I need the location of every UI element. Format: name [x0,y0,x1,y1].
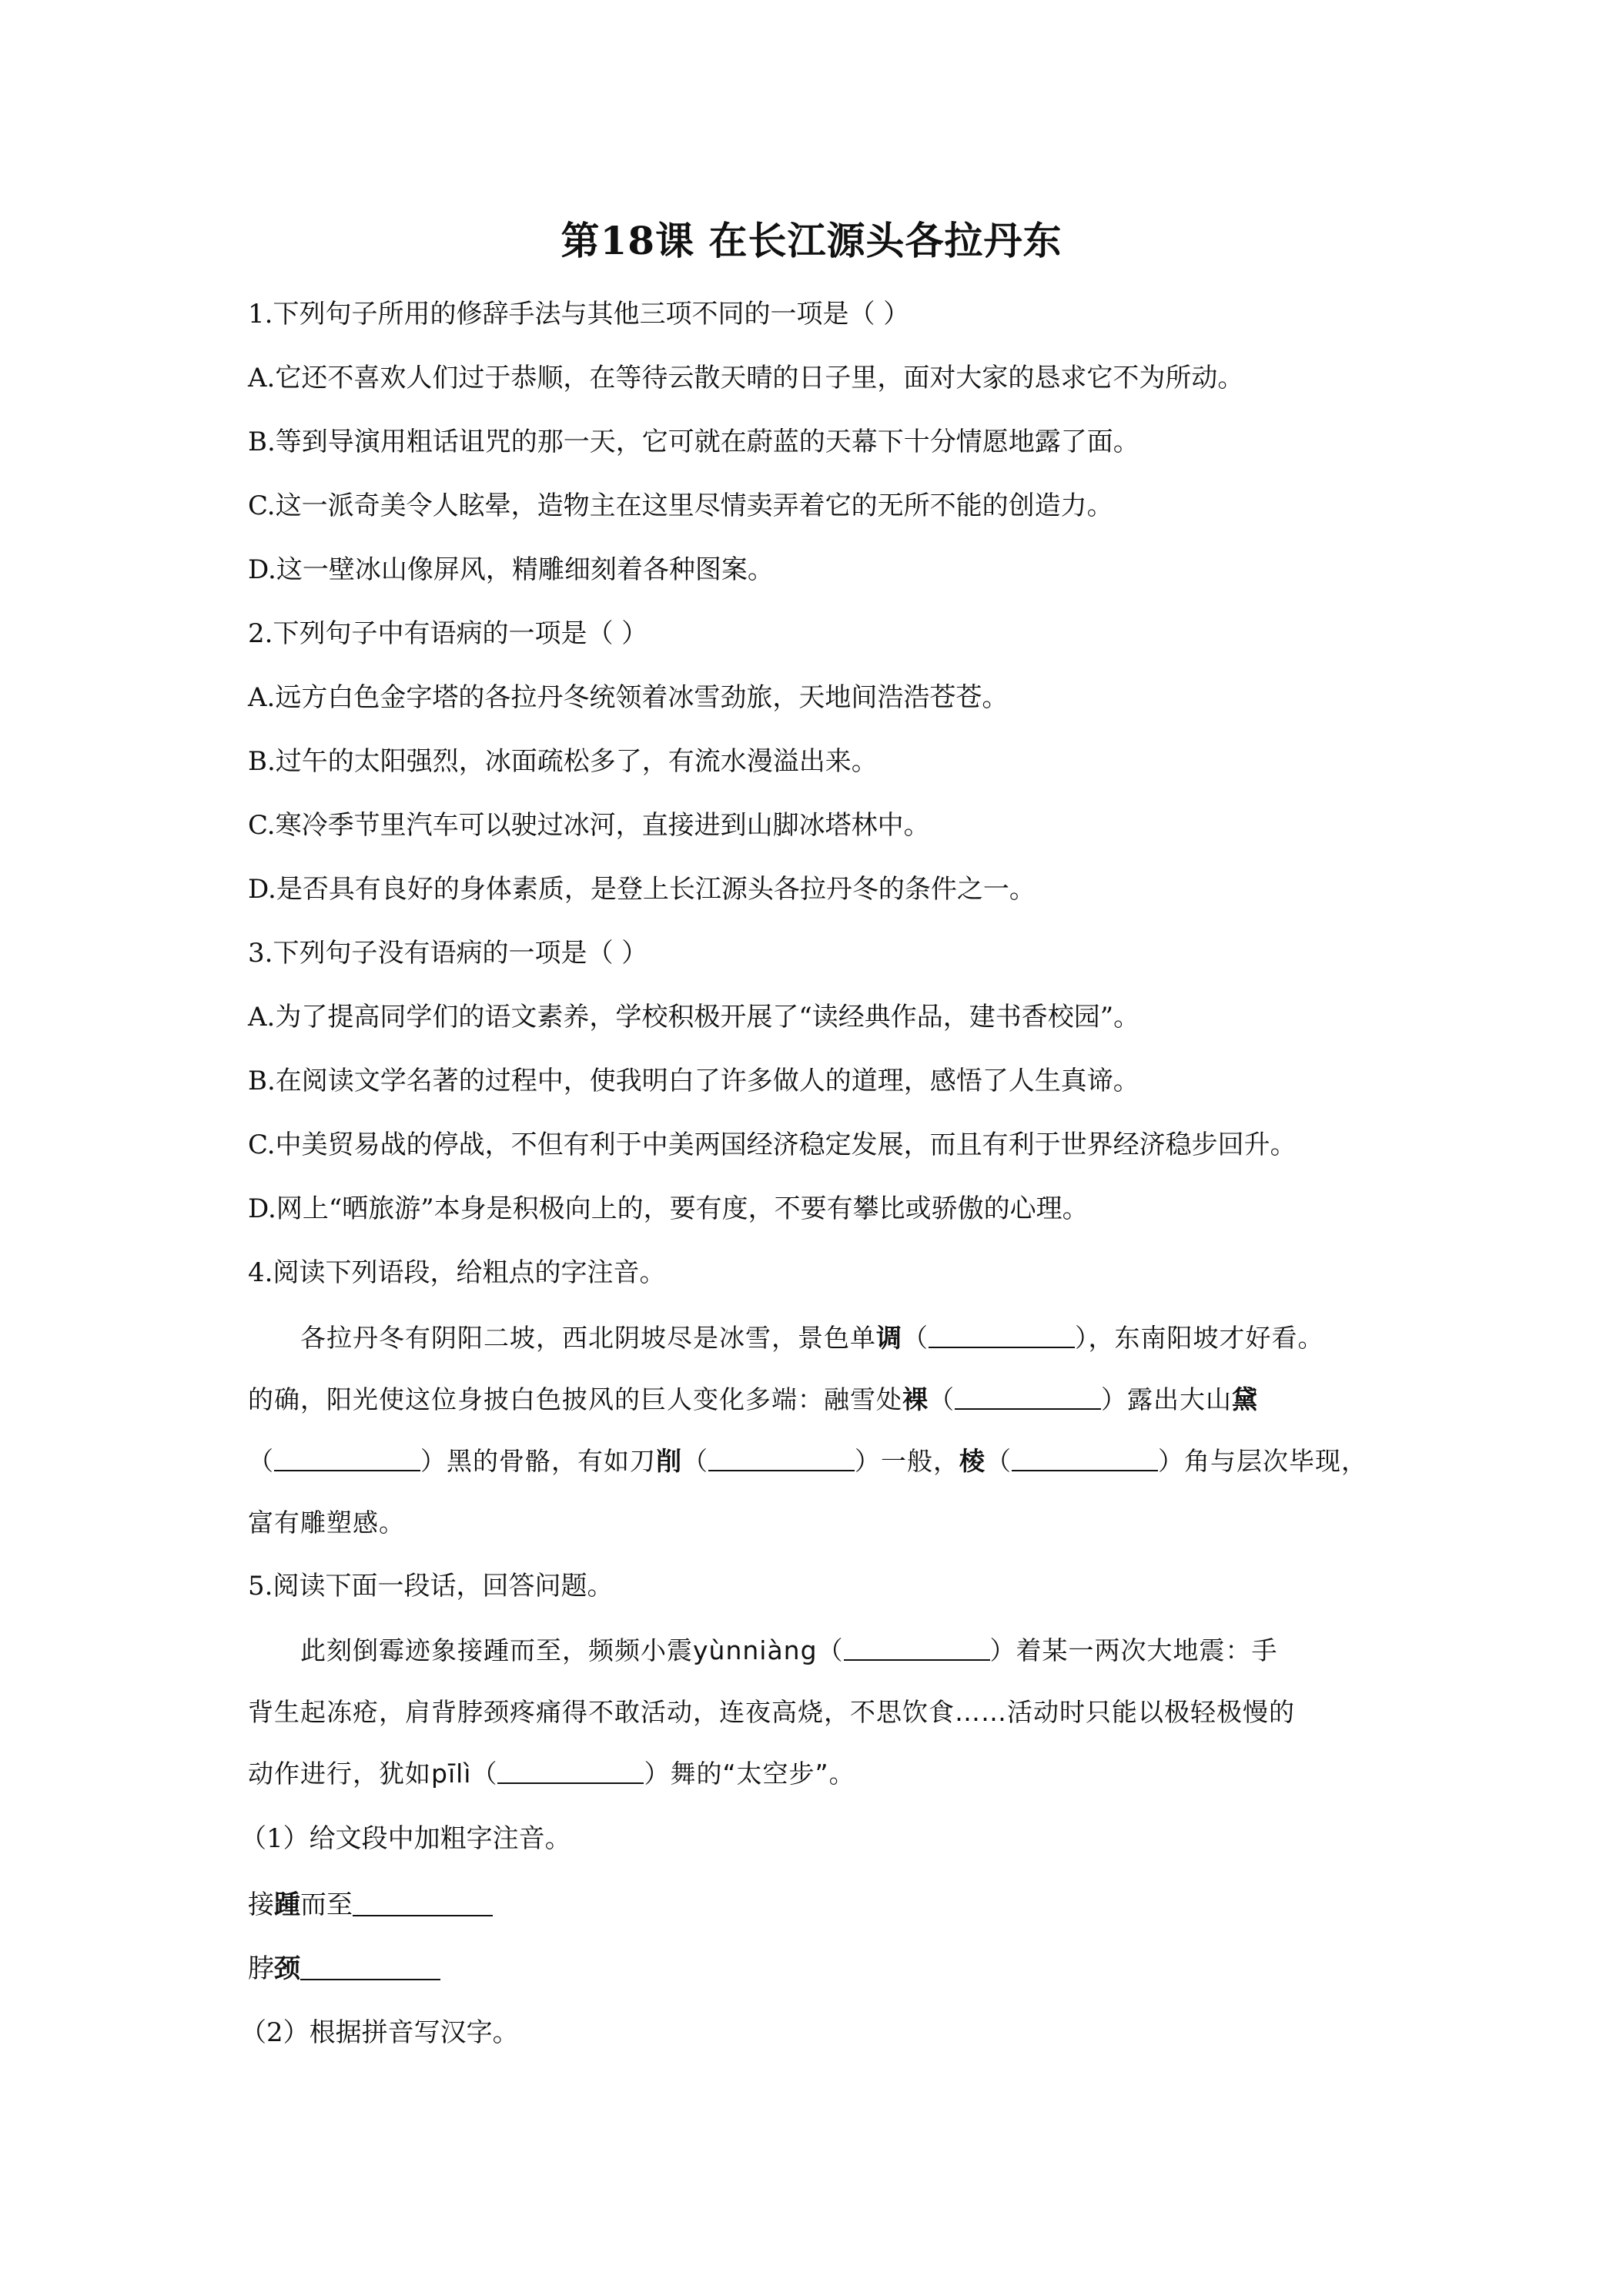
passage-text: ）黑的骨骼，有如刀 [420,1446,656,1476]
word-text: 而至 [300,1889,353,1920]
bold-char: 颈 [274,1953,300,1984]
q4-passage-line-2 [248,1381,1395,1418]
q2-stem: 2.下列句子中有语病的一项是（ ） [248,618,648,649]
q2-option-a: A.远方白色金字塔的各拉丹冬统领着冰雪劲旅，天地间浩浩苍苍。 [248,682,1009,713]
word-text: 接 [248,1889,274,1920]
passage-text: （ [986,1446,1012,1476]
q1-option-a: A.它还不喜欢人们过于恭顺，在等待云散天晴的日子里，面对大家的恳求它不为所动。 [248,363,1244,393]
q1-option-d: D.这一壁冰山像屏风，精雕细刻着各种图案。 [248,554,774,585]
q5-word-2 [248,1950,1395,1987]
q5-passage-line-2: 背生起冻疮，肩背脖颈疼痛得不敢活动，连夜高烧，不思饮食……活动时只能以极轻极慢的 [248,1697,1295,1727]
q5-stem: 5.阅读下面一段话，回答问题。 [248,1571,614,1602]
passage-text: 此刻倒霉迹象接踵而至，频频小震yùnniàng（ [300,1635,844,1665]
q1-stem: 1.下列句子所用的修辞手法与其他三项不同的一项是（ ） [248,299,910,330]
passage-text: （ [929,1384,955,1414]
q3-option-c: C.中美贸易战的停战，不但有利于中美两国经济稳定发展，而且有利于世界经济稳步回升。 [248,1130,1297,1160]
q5-sub-question-1: （1）给文段中加粗字注音。 [240,1823,571,1854]
passage-text: ）角与层次毕现， [1158,1446,1367,1476]
passage-text: 动作进行，犹如pīlì（ [248,1759,498,1789]
passage-text: 的确，阳光使这位身披白色披风的巨人变化多端：融雪处 [248,1384,902,1414]
answer-blank[interactable] [844,1636,990,1661]
answer-blank[interactable] [353,1892,493,1916]
q4-passage-line-4: 富有雕塑感。 [248,1508,405,1538]
bold-char: 踵 [274,1889,300,1920]
q2-option-c: C.寒冷季节里汽车可以驶过冰河，直接进到山脚冰塔林中。 [248,810,930,841]
answer-blank[interactable] [300,1956,440,1980]
passage-text: ）一般， [855,1446,959,1476]
q3-option-b: B.在阅读文学名著的过程中，使我明白了许多做人的道理，感悟了人生真谛。 [248,1066,1139,1096]
q2-option-d: D.是否具有良好的身体素质，是登上长江源头各拉丹冬的条件之一。 [248,874,1036,905]
passage-text: ）露出大山 [1101,1384,1232,1414]
passage-text: ），东南阳坡才好看。 [1075,1323,1324,1353]
bold-char: 裸 [902,1384,929,1414]
bold-char: 削 [656,1446,682,1476]
page-title: 第18课 在长江源头各拉丹东 [561,218,1062,263]
q5-passage-line-1 [248,1632,1447,1669]
q2-option-b: B.过午的太阳强烈，冰面疏松多了，有流水漫溢出来。 [248,746,878,777]
answer-blank[interactable] [274,1447,420,1471]
word-text: 脖 [248,1953,274,1984]
passage-text: ）舞的“太空步”。 [644,1759,855,1789]
q3-option-a: A.为了提高同学们的语文素养，学校积极开展了“读经典作品，建书香校园”。 [248,1002,1140,1033]
answer-blank[interactable] [929,1324,1075,1348]
passage-text: ）着某一两次大地震：手 [989,1635,1278,1665]
q3-option-d: D.网上“晒旅游”本身是积极向上的，要有度，不要有攀比或骄傲的心理。 [248,1193,1089,1224]
passage-text: （ [902,1323,929,1353]
q4-passage-line-1 [248,1320,1447,1357]
bold-char: 棱 [959,1446,986,1476]
answer-blank[interactable] [1012,1447,1158,1471]
answer-blank[interactable] [497,1759,644,1784]
passage-text: （ [682,1446,708,1476]
q5-word-1 [248,1886,1395,1923]
bold-char: 调 [876,1323,902,1353]
answer-blank[interactable] [708,1447,855,1471]
passage-text: 各拉丹冬有阴阳二坡，西北阴坡尽是冰雪，景色单 [300,1323,876,1353]
q1-option-c: C.这一派奇美令人眩晕，造物主在这里尽情卖弄着它的无所不能的创造力。 [248,490,1113,521]
passage-text: （ [248,1446,274,1476]
q1-option-b: B.等到导演用粗话诅咒的那一天，它可就在蔚蓝的天幕下十分情愿地露了面。 [248,427,1139,457]
answer-blank[interactable] [955,1385,1101,1410]
q5-passage-line-3 [248,1755,1395,1792]
q5-sub-question-2: （2）根据拼音写汉字。 [240,2017,519,2048]
q4-passage-line-3 [248,1443,1395,1480]
q3-stem: 3.下列句子没有语病的一项是（ ） [248,938,648,969]
q4-stem: 4.阅读下列语段，给粗点的字注音。 [248,1257,666,1288]
bold-char: 黛 [1232,1384,1258,1414]
